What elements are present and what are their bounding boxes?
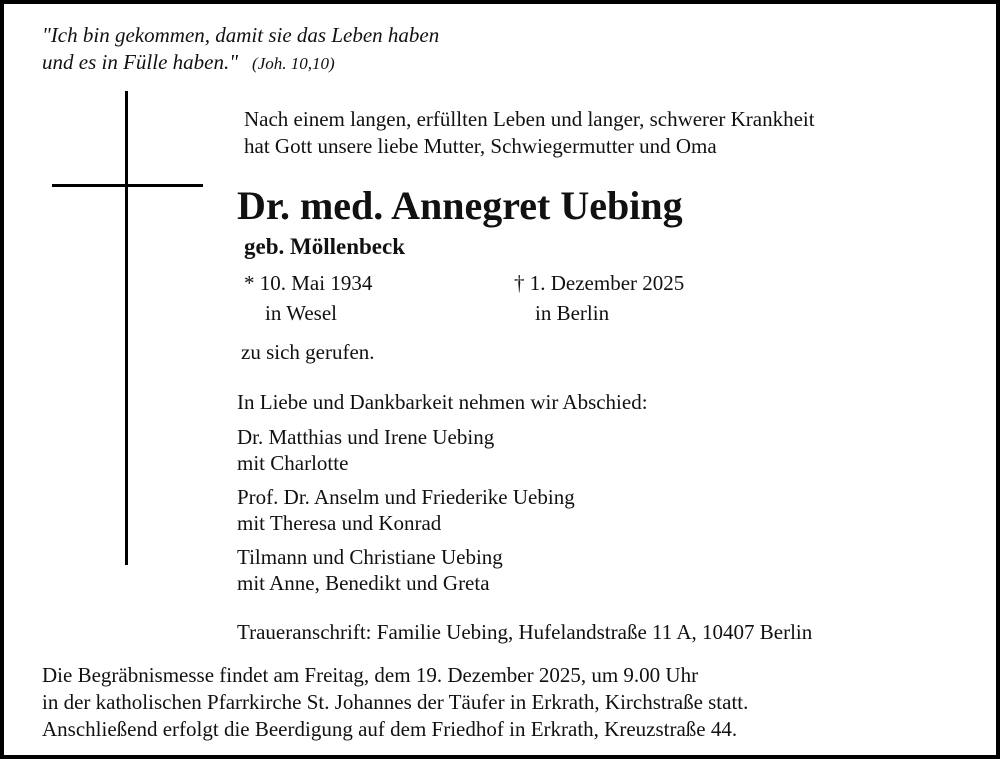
deceased-name: Dr. med. Annegret Uebing	[237, 183, 683, 228]
death-date-line	[514, 268, 684, 298]
cross-icon-vertical-bar	[125, 91, 128, 565]
family-names: Dr. Matthias und Irene Uebing	[237, 425, 495, 449]
intro-text	[244, 106, 815, 160]
death-date: 1. Dezember 2025	[529, 271, 685, 295]
funeral-line-3: Anschließend erfolgt die Beerdigung auf dem Friedhof in Erkrath, Kreuzstraße 44.	[42, 717, 738, 741]
funeral-details	[42, 662, 748, 743]
birth-symbol: *	[244, 271, 255, 295]
birth-info	[244, 268, 372, 328]
quote-line-2: und es in Fülle haben."	[42, 50, 239, 74]
family-children: mit Theresa und Konrad	[237, 511, 442, 535]
family-children: mit Charlotte	[237, 451, 349, 475]
intro-line-1: Nach einem langen, erfüllten Leben und langer, schwerer Krankheit	[244, 107, 815, 131]
family-entry	[237, 544, 503, 596]
birth-date: 10. Mai 1934	[259, 271, 373, 295]
family-entry	[237, 424, 494, 476]
family-names: Tilmann und Christiane Uebing	[237, 545, 503, 569]
birth-place: in Wesel	[265, 301, 337, 325]
cross-icon-horizontal-bar	[52, 184, 203, 187]
dagger-icon: †	[514, 271, 525, 295]
farewell-text: In Liebe und Dankbarkeit nehmen wir Abschied:	[237, 390, 648, 414]
mourning-address: Traueranschrift: Familie Uebing, Hufelandstraße 11 A, 10407 Berlin	[237, 620, 813, 644]
family-entry	[237, 484, 575, 536]
quote-line-1: "Ich bin gekommen, damit sie das Leben haben	[42, 23, 440, 47]
funeral-line-2: in der katholischen Pfarrkirche St. Johannes der Täufer in Erkrath, Kirchstraße statt.	[42, 690, 749, 714]
maiden-name: geb. Möllenbeck	[244, 234, 405, 259]
death-place: in Berlin	[535, 301, 610, 325]
death-info	[514, 268, 684, 328]
funeral-line-1: Die Begräbnismesse findet am Freitag, dem 19. Dezember 2025, um 9.00 Uhr	[42, 663, 699, 687]
family-children: mit Anne, Benedikt und Greta	[237, 571, 490, 595]
bible-quote	[42, 22, 439, 77]
quote-reference: (Joh. 10,10)	[252, 54, 335, 73]
birth-date-line	[244, 268, 372, 298]
quote-line-2-wrap	[42, 49, 439, 77]
called-home-text: zu sich gerufen.	[241, 340, 375, 364]
intro-line-2: hat Gott unsere liebe Mutter, Schwiegermutter und Oma	[244, 134, 717, 158]
family-names: Prof. Dr. Anselm und Friederike Uebing	[237, 485, 575, 509]
